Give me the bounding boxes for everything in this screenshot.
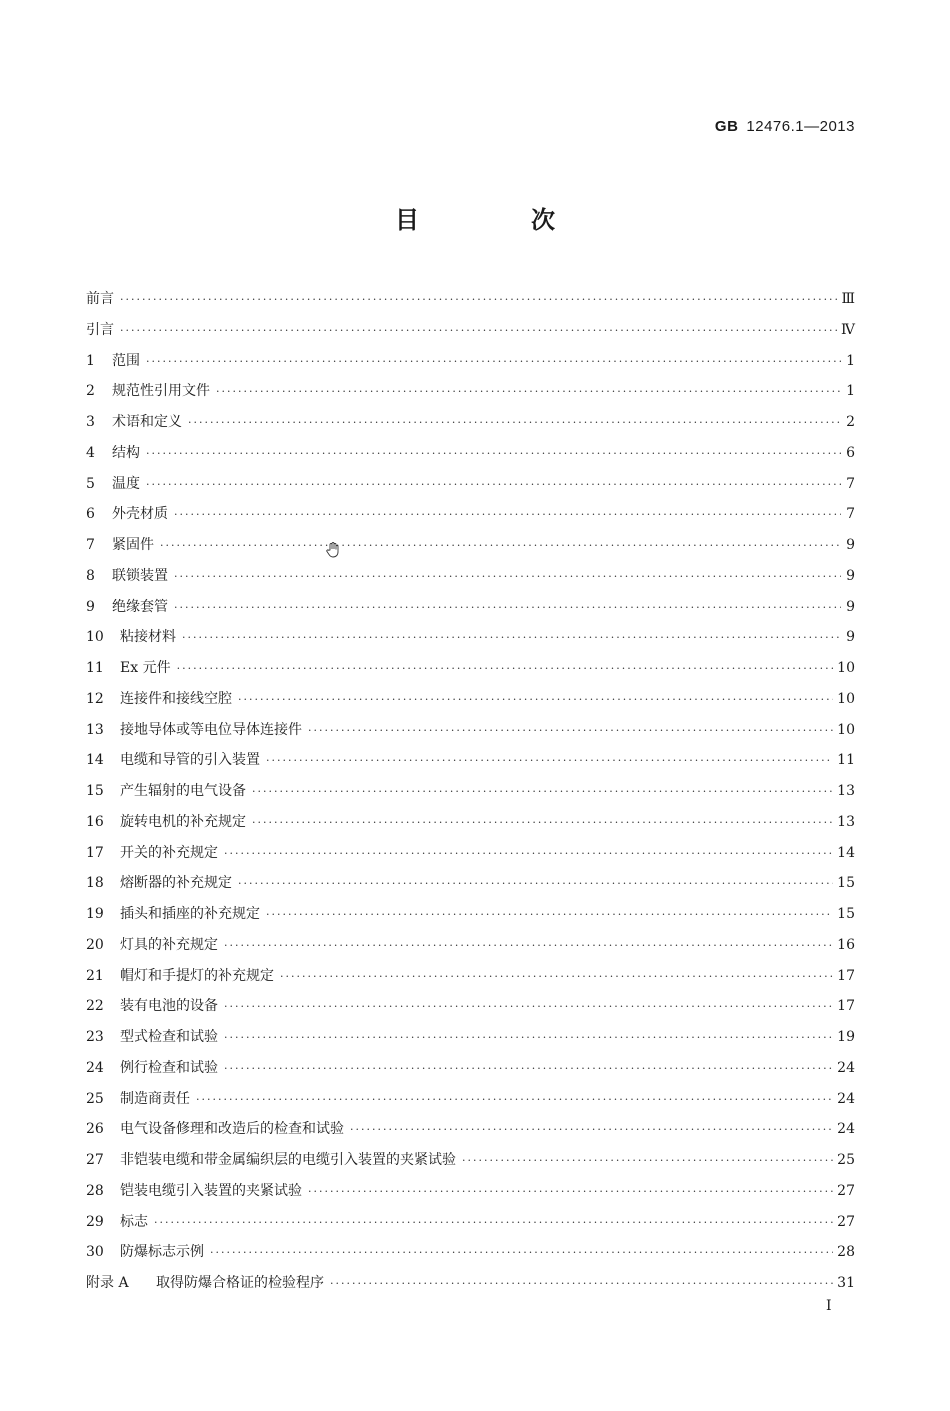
- toc-entry-label: 外壳材质: [112, 506, 168, 523]
- toc-entry-label: 制造商责任: [120, 1090, 190, 1107]
- toc-entry[interactable]: [86, 622, 855, 653]
- toc-entry-label: 紧固件: [112, 537, 154, 553]
- toc-entry-page: 27: [837, 1213, 855, 1230]
- toc-entry-label: 结构: [112, 444, 140, 461]
- toc-leader-dots: [120, 316, 837, 347]
- toc-entry-number: 17: [86, 844, 104, 861]
- toc-entry-number: 2: [86, 383, 95, 400]
- toc-entry[interactable]: [86, 499, 855, 530]
- toc-leader-dots: [196, 1085, 833, 1116]
- toc-entry-label: 铠装电缆引入装置的夹紧试验: [120, 1182, 302, 1199]
- toc-entry-number: 11: [86, 660, 104, 676]
- toc-entry-page: 24: [837, 1059, 855, 1076]
- toc-leader-dots: [308, 1177, 833, 1208]
- toc-entry-label: 旋转电机的补充规定: [120, 813, 246, 830]
- toc-entry[interactable]: [86, 715, 855, 746]
- toc-entry[interactable]: [86, 1176, 855, 1207]
- toc-leader-dots: [252, 808, 833, 839]
- toc-entry-page: 15: [837, 906, 855, 922]
- toc-entry[interactable]: [86, 961, 855, 992]
- toc-entry-page: 9: [846, 629, 855, 646]
- page-folio: I: [826, 1298, 832, 1314]
- toc-leader-dots: [120, 285, 837, 316]
- toc-entry-label: 电气设备修理和改造后的检查和试验: [120, 1121, 344, 1138]
- toc-entry-page: 9: [846, 537, 855, 553]
- toc-leader-dots: [224, 1054, 833, 1085]
- toc-entry[interactable]: [86, 1145, 855, 1176]
- toc-entry[interactable]: [86, 315, 855, 346]
- toc-entry-number: 20: [86, 936, 104, 953]
- toc-entry-label: 防爆标志示例: [120, 1244, 204, 1261]
- toc-entry-label: Ex 元件: [120, 660, 171, 676]
- toc-entry-page: Ⅳ: [841, 321, 855, 338]
- toc-leader-dots: [224, 839, 833, 870]
- toc-entry-label: 取得防爆合格证的检验程序: [156, 1275, 324, 1291]
- toc-entry-number: 27: [86, 1152, 104, 1168]
- toc-entry-page: 11: [837, 752, 855, 769]
- toc-entry-number: 23: [86, 1029, 104, 1045]
- toc-entry-page: Ⅲ: [841, 291, 855, 307]
- toc-entry-number: 8: [86, 567, 95, 584]
- toc-entry-label: 电缆和导管的引入装置: [120, 752, 260, 769]
- toc-entry[interactable]: [86, 868, 855, 899]
- toc-entry-number: 19: [86, 906, 104, 922]
- toc-entry-page: 24: [837, 1121, 855, 1138]
- toc-leader-dots: [224, 992, 833, 1023]
- toc-leader-dots: [177, 654, 834, 685]
- toc-entry-page: 7: [846, 506, 855, 523]
- toc-entry[interactable]: [86, 991, 855, 1022]
- toc-entry-page: 17: [837, 967, 855, 984]
- toc-entry-label: 温度: [112, 475, 140, 492]
- toc-entry-label: 开关的补充规定: [120, 844, 218, 861]
- toc-entry-page: 16: [837, 936, 855, 953]
- toc-leader-dots: [280, 962, 833, 993]
- toc-entry[interactable]: [86, 1237, 855, 1268]
- toc-entry[interactable]: [86, 346, 855, 377]
- toc-entry-page: 28: [837, 1244, 855, 1261]
- toc-entry-label: 绝缘套管: [112, 598, 168, 615]
- toc-leader-dots: [330, 1269, 833, 1300]
- toc-leader-dots: [146, 347, 841, 378]
- toc-entry[interactable]: [86, 684, 855, 715]
- toc-leader-dots: [238, 685, 833, 716]
- toc-leader-dots: [188, 408, 841, 439]
- toc-entry-label: 连接件和接线空腔: [120, 690, 232, 707]
- toc-entry-label: 例行检查和试验: [120, 1059, 218, 1076]
- toc-leader-dots: [266, 746, 833, 777]
- toc-leader-dots: [146, 470, 841, 501]
- standard-prefix: GB: [714, 118, 739, 135]
- toc-entry-number: 30: [86, 1244, 104, 1261]
- toc-entry-page: 25: [837, 1152, 855, 1168]
- toc-entry-label: 灯具的补充规定: [120, 936, 218, 953]
- toc-entry-number: 10: [86, 629, 104, 646]
- toc-entry-number: 12: [86, 690, 104, 707]
- toc-entry[interactable]: [86, 407, 855, 438]
- toc-entry-page: 1: [846, 383, 855, 400]
- toc-entry[interactable]: [86, 376, 855, 407]
- toc-entry-label: 接地导体或等电位导体连接件: [120, 721, 302, 738]
- toc-entry-number: 附录 A: [86, 1275, 129, 1291]
- toc-entry[interactable]: [86, 1114, 855, 1145]
- toc-entry-number: 6: [86, 506, 95, 523]
- toc-entry-page: 14: [837, 844, 855, 861]
- toc-entry-page: 13: [837, 783, 855, 799]
- toc-entry[interactable]: [86, 438, 855, 469]
- toc-entry-page: 1: [846, 352, 855, 369]
- toc-entry-number: 26: [86, 1121, 104, 1138]
- toc-entry-label: 引言: [86, 321, 114, 338]
- toc-entry[interactable]: [86, 745, 855, 776]
- toc-leader-dots: [462, 1146, 833, 1177]
- toc-entry-number: 24: [86, 1059, 104, 1076]
- toc-entry-number: 13: [86, 721, 104, 738]
- toc-entry-number: 18: [86, 875, 104, 892]
- toc-entry-number: 14: [86, 752, 104, 769]
- toc-entry-label: 规范性引用文件: [112, 383, 210, 400]
- toc-leader-dots: [174, 500, 841, 531]
- toc-entry[interactable]: [86, 1053, 855, 1084]
- hand-cursor-icon: [326, 542, 340, 558]
- toc-entry-page: 17: [837, 998, 855, 1015]
- toc-leader-dots: [252, 777, 833, 808]
- toc-entry-number: 7: [86, 537, 95, 553]
- toc-leader-dots: [238, 869, 833, 900]
- toc-entry-page: 13: [837, 813, 855, 830]
- toc-entry-page: 15: [837, 875, 855, 892]
- toc-entry-number: 21: [86, 967, 104, 984]
- toc-leader-dots: [174, 593, 841, 624]
- toc-leader-dots: [154, 1208, 833, 1239]
- toc-entry[interactable]: [86, 899, 855, 930]
- toc-entry-label: 插头和插座的补充规定: [120, 906, 260, 922]
- toc-entry[interactable]: [86, 592, 855, 623]
- toc-leader-dots: [308, 716, 833, 747]
- toc-entry-page: 2: [846, 414, 855, 430]
- toc-leader-dots: [160, 531, 841, 562]
- toc-entry-number: 9: [86, 598, 95, 615]
- toc-entry-page: 10: [837, 660, 855, 676]
- toc-entry-number: 5: [86, 475, 95, 492]
- toc-entry[interactable]: [86, 284, 855, 315]
- toc-entry-page: 27: [837, 1182, 855, 1199]
- toc-entry[interactable]: [86, 469, 855, 500]
- toc-entry-page: 24: [837, 1090, 855, 1107]
- toc-entry-label: 术语和定义: [112, 414, 182, 430]
- toc-entry-label: 帽灯和手提灯的补充规定: [120, 967, 274, 984]
- toc-entry[interactable]: [86, 1022, 855, 1053]
- toc-entry[interactable]: [86, 653, 855, 684]
- page-title: 目 次: [395, 206, 599, 234]
- toc-entry-number: 16: [86, 813, 104, 830]
- toc-entry[interactable]: [86, 776, 855, 807]
- toc-entry-page: 7: [846, 475, 855, 492]
- toc-entry-label: 熔断器的补充规定: [120, 875, 232, 892]
- toc-entry-number: 1: [86, 352, 95, 369]
- toc-entry-page: 19: [837, 1029, 855, 1045]
- toc-entry-label: 非铠装电缆和带金属编织层的电缆引入装置的夹紧试验: [120, 1152, 456, 1168]
- toc-entry[interactable]: [86, 1207, 855, 1238]
- toc-entry-label: 范围: [112, 352, 140, 369]
- toc-leader-dots: [174, 562, 841, 593]
- toc-entry-page: 9: [846, 567, 855, 584]
- toc-entry-label: 型式检查和试验: [120, 1029, 218, 1045]
- toc-entry-page: 6: [846, 444, 855, 461]
- toc-entry-number: 3: [86, 414, 95, 430]
- toc-leader-dots: [216, 377, 841, 408]
- toc-entry[interactable]: [86, 1268, 855, 1299]
- toc-entry[interactable]: [86, 530, 855, 561]
- standard-number: 12476.1—2013: [746, 118, 855, 135]
- toc-leader-dots: [224, 931, 833, 962]
- toc-entry-label: 前言: [86, 291, 114, 307]
- toc-entry-number: 28: [86, 1182, 104, 1199]
- toc-entry-number: 22: [86, 998, 104, 1015]
- toc-entry-label: 标志: [120, 1213, 148, 1230]
- toc-entry-number: 15: [86, 783, 104, 799]
- toc-leader-dots: [350, 1115, 833, 1146]
- toc-entry-number: 25: [86, 1090, 104, 1107]
- toc-entry-page: 10: [837, 721, 855, 738]
- toc-entry-page: 31: [837, 1275, 855, 1291]
- toc-entry[interactable]: [86, 930, 855, 961]
- toc-leader-dots: [224, 1023, 833, 1054]
- toc-entry[interactable]: [86, 561, 855, 592]
- toc-leader-dots: [146, 439, 841, 470]
- toc-entry-label: 联锁装置: [112, 567, 168, 584]
- toc-entry[interactable]: [86, 1084, 855, 1115]
- toc-entry-label: 产生辐射的电气设备: [120, 783, 246, 799]
- toc-leader-dots: [210, 1238, 833, 1269]
- toc-leader-dots: [266, 900, 833, 931]
- toc-entry-number: 29: [86, 1213, 104, 1230]
- toc-entry-page: 10: [837, 690, 855, 707]
- standard-code: [715, 118, 855, 135]
- toc-entry[interactable]: [86, 838, 855, 869]
- table-of-contents: [86, 284, 855, 1299]
- toc-entry-label: 粘接材料: [120, 629, 176, 646]
- toc-entry-number: 4: [86, 444, 95, 461]
- toc-entry-label: 装有电池的设备: [120, 998, 218, 1015]
- toc-entry[interactable]: [86, 807, 855, 838]
- toc-leader-dots: [182, 623, 841, 654]
- toc-entry-page: 9: [846, 598, 855, 615]
